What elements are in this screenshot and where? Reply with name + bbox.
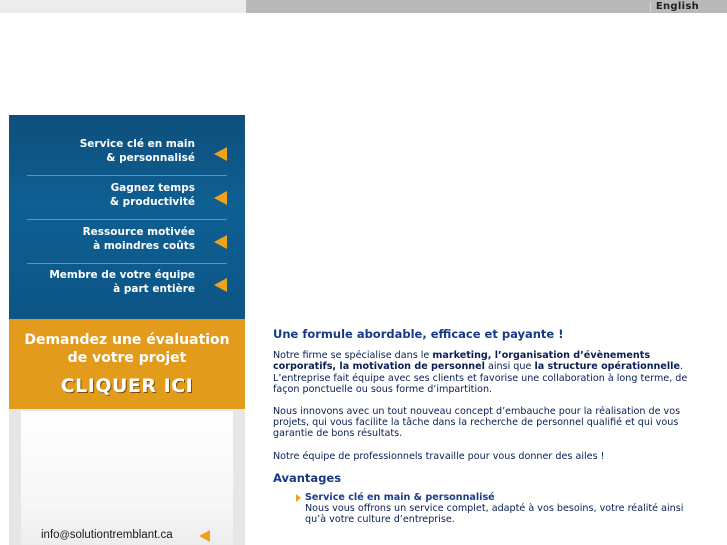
main-content	[273, 329, 691, 526]
top-bar	[246, 0, 727, 13]
emphasis: la structure opérationnelle	[534, 361, 680, 373]
language-separator	[650, 2, 651, 12]
promo-item-service[interactable]	[9, 137, 245, 175]
email-domain: solutiontremblant.ca	[69, 529, 173, 541]
promo-item-label: Membre de votre équipe à part entière	[49, 269, 195, 295]
email-user: info	[41, 529, 60, 541]
photo-area	[21, 411, 233, 545]
email-at: @	[59, 530, 70, 541]
email-link[interactable]	[41, 529, 173, 541]
evaluation-line-2: de votre projet	[67, 350, 187, 366]
advantage-item	[273, 492, 691, 526]
promo-item-productivity[interactable]	[9, 181, 245, 219]
top-bar-left	[0, 0, 246, 13]
promo-item-label: Service clé en main & personnalisé	[79, 138, 195, 164]
intro-paragraph	[273, 350, 691, 395]
text: . L’entreprise fait équipe avec ses clients et favorise une collaboration à long terme, de façon ponctuelle ou sous forme d’impartition.	[273, 361, 688, 395]
emphasis: marketing, l’organisation d’évènements corporatifs, la motivation de personnel	[273, 350, 651, 373]
arrow-left-icon	[214, 147, 227, 161]
arrow-left-icon	[214, 191, 227, 205]
arrow-left-icon	[214, 278, 227, 292]
team-paragraph: Notre équipe de professionnels travaille pour vous donner des ailes !	[273, 450, 605, 462]
contact-panel	[9, 409, 245, 545]
advantage-title: Service clé en main & personnalisé	[305, 492, 495, 504]
promo-item-resource[interactable]	[9, 225, 245, 263]
bullet-arrow-icon	[296, 494, 301, 502]
divider	[27, 175, 227, 176]
click-here-button[interactable]: CLIQUER ICI	[60, 375, 194, 397]
promo-panel	[9, 115, 245, 319]
divider	[27, 263, 227, 264]
language-link-english[interactable]: English	[655, 1, 699, 12]
arrow-left-icon	[214, 235, 227, 249]
evaluation-line-1: Demandez une évaluation	[24, 332, 230, 348]
advantage-description: Nous vous offrons un service complet, adapté à vos besoins, votre réalité ainsi qu’à votre culture d’entreprise.	[305, 503, 684, 526]
text: Notre firme se spécialise dans le	[273, 350, 433, 362]
text: ainsi que	[484, 361, 535, 373]
arrow-left-icon	[199, 530, 210, 542]
innovation-paragraph: Nous innovons avec un tout nouveau concept d’embauche pour la réalisation de vos projets, qui vous facilite la tâche dans la recherche de personnel qualifié et qui vous garantie de bons résultats.	[273, 406, 681, 440]
promo-item-label: Gagnez temps & productivité	[109, 182, 195, 208]
page-title: Une formule abordable, efficace et payante !	[273, 327, 564, 341]
evaluation-banner[interactable]	[9, 319, 245, 409]
promo-item-team-member[interactable]	[9, 268, 245, 306]
promo-item-label: Ressource motivée à moindres coûts	[82, 226, 195, 252]
divider	[27, 219, 227, 220]
advantages-heading: Avantages	[273, 470, 342, 485]
